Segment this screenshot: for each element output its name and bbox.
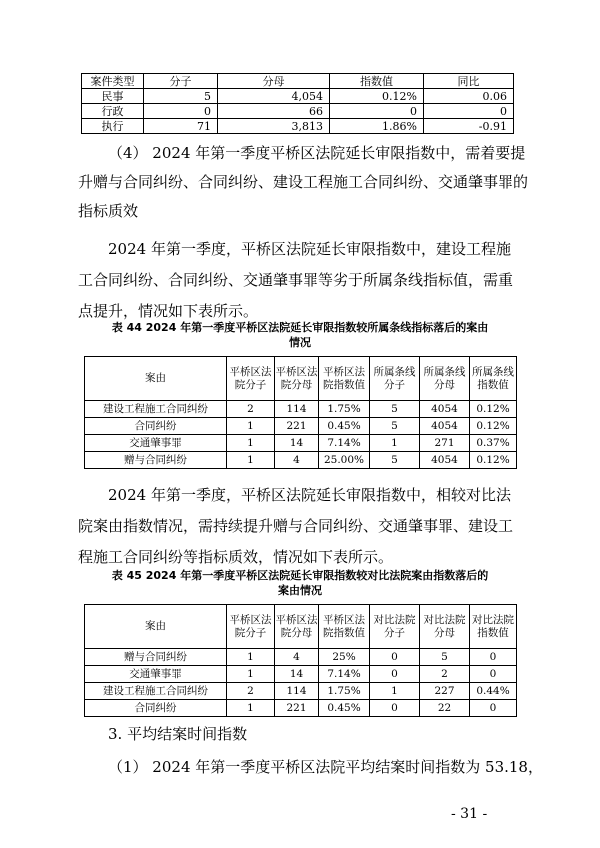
- table-header-cell: 案由: [85, 605, 227, 649]
- table-row: [85, 435, 517, 452]
- table-cell: 114: [275, 683, 319, 700]
- body-paragraph: 2024 年第一季度，平桥区法院延长审限指数中，相较对比法院案由指数情况，需持续提升赠与合同纠纷、交通肇事罪、建设工程施工合同纠纷等指标质效，情况如下表所示。: [78, 486, 514, 566]
- table-cell: 赠与合同纠纷: [85, 452, 227, 469]
- table-cell: 1: [227, 700, 275, 717]
- table-cell: 1: [370, 435, 420, 452]
- case-type-index-table: [81, 73, 514, 134]
- table-cell: 5: [144, 89, 218, 104]
- table-cell: 221: [275, 418, 319, 435]
- table-header-row: [85, 605, 517, 649]
- table-cell: 0.12%: [330, 89, 424, 104]
- table-cell: 3,813: [218, 119, 330, 134]
- table-header-cell: 平桥区法院指数值: [319, 357, 370, 401]
- table-cell: 25.00%: [319, 452, 370, 469]
- table-cell: 5: [420, 649, 470, 666]
- table-cell: 0: [470, 700, 517, 717]
- table-header-cell: 对比法院指数值: [470, 605, 517, 649]
- table-header-row: [85, 357, 517, 401]
- table-cell: 0.45%: [319, 700, 370, 717]
- table-row: [85, 401, 517, 418]
- table-cell: 0.12%: [470, 418, 517, 435]
- table-cell: 交通肇事罪: [85, 435, 227, 452]
- table-cell: 114: [275, 401, 319, 418]
- table-cell: 7.14%: [319, 435, 370, 452]
- table-row: [85, 649, 517, 666]
- table-cell: 0.06: [424, 89, 514, 104]
- caption-line: 案由情况: [278, 584, 322, 597]
- table-cell: 交通肇事罪: [85, 666, 227, 683]
- table-cell: 221: [275, 700, 319, 717]
- table-header-cell: 同比: [424, 74, 514, 89]
- table-header-cell: 平桥区法院分母: [275, 357, 319, 401]
- table-cell: 2: [227, 683, 275, 700]
- table-header-row: [82, 74, 514, 89]
- table-cell: 1.86%: [330, 119, 424, 134]
- table-cell: 4054: [420, 452, 470, 469]
- table-cell: 4,054: [218, 89, 330, 104]
- table-cell: 民事: [82, 89, 144, 104]
- table-row: [85, 452, 517, 469]
- table-cell: 建设工程施工合同纠纷: [85, 401, 227, 418]
- table-cell: 0: [330, 104, 424, 119]
- page-number: - 31 -: [451, 806, 488, 822]
- section-4-heading-line3: 指标质效: [78, 202, 139, 220]
- table-header-cell: 分子: [144, 74, 218, 89]
- table-cell: 0.44%: [470, 683, 517, 700]
- table-cell: 0: [424, 104, 514, 119]
- table-cell: -0.91: [424, 119, 514, 134]
- table-cell: 271: [420, 435, 470, 452]
- table-cell: 0: [470, 649, 517, 666]
- table-cell: 2: [420, 666, 470, 683]
- body-paragraph: 2024 年第一季度，平桥区法院延长审限指数中，建设工程施工合同纠纷、合同纠纷、交通肇事罪等劣于所属条线指标值，需重点提升，情况如下表所示。: [78, 240, 514, 320]
- table-cell: 22: [420, 700, 470, 717]
- table-cell: 71: [144, 119, 218, 134]
- table-header-cell: 分母: [218, 74, 330, 89]
- table-cell: 执行: [82, 119, 144, 134]
- caption-line: 表 44 2024 年第一季度平桥区法院延长审限指数较所属条线指标落后的案由: [111, 321, 489, 334]
- table-header-cell: 所属条线分子: [370, 357, 420, 401]
- table-cell: 1.75%: [319, 683, 370, 700]
- table-cell: 赠与合同纠纷: [85, 649, 227, 666]
- table-cell: 227: [420, 683, 470, 700]
- table-cell: 4054: [420, 401, 470, 418]
- table-row: [85, 666, 517, 683]
- table-cell: 4: [275, 452, 319, 469]
- section-4-heading-line1: （4） 2024 年第一季度平桥区法院延长审限指数中，需着要提: [108, 144, 526, 162]
- section-4-heading-line2: 升赠与合同纠纷、合同纠纷、建设工程施工合同纠纷、交通肇事罪的: [78, 173, 529, 191]
- table-cell: 2: [227, 401, 275, 418]
- caption-line: 表 45 2024 年第一季度平桥区法院延长审限指数较对比法院案由指数落后的: [111, 569, 489, 582]
- table-header-cell: 所属条线分母: [420, 357, 470, 401]
- table-cell: 建设工程施工合同纠纷: [85, 683, 227, 700]
- table-cell: 0.45%: [319, 418, 370, 435]
- table-cell: 14: [275, 666, 319, 683]
- table-cell: 0: [370, 649, 420, 666]
- table-cell: 4: [275, 649, 319, 666]
- table-cell: 0: [370, 700, 420, 717]
- table-row: [82, 89, 514, 104]
- table-header-cell: 指数值: [330, 74, 424, 89]
- table-header-cell: 平桥区法院指数值: [319, 605, 370, 649]
- table-45-caption: [78, 568, 522, 598]
- table-row: [85, 700, 517, 717]
- table-cell: 0.37%: [470, 435, 517, 452]
- table-cell: 1.75%: [319, 401, 370, 418]
- table-header-cell: 对比法院分母: [420, 605, 470, 649]
- table-cell: 14: [275, 435, 319, 452]
- table-cell: 1: [227, 435, 275, 452]
- table-cell: 合同纠纷: [85, 418, 227, 435]
- table-cell: 0.12%: [470, 452, 517, 469]
- table-header-cell: 所属条线指数值: [470, 357, 517, 401]
- table-cell: 1: [227, 666, 275, 683]
- table-cell: 7.14%: [319, 666, 370, 683]
- table-cell: 0.12%: [470, 401, 517, 418]
- table-cell: 行政: [82, 104, 144, 119]
- table-cell: 25%: [319, 649, 370, 666]
- table-45: [84, 604, 517, 717]
- table-row: [85, 418, 517, 435]
- caption-line: 情况: [289, 336, 311, 349]
- table-cell: 4054: [420, 418, 470, 435]
- table-cell: 0: [370, 666, 420, 683]
- body-paragraph-line: （1） 2024 年第一季度平桥区法院平均结案时间指数为 53.18，: [108, 758, 543, 776]
- table-cell: 66: [218, 104, 330, 119]
- table-cell: 1: [227, 649, 275, 666]
- table-header-cell: 案件类型: [82, 74, 144, 89]
- table-header-cell: 平桥区法院分母: [275, 605, 319, 649]
- table-cell: 1: [370, 683, 420, 700]
- table-cell: 合同纠纷: [85, 700, 227, 717]
- table-cell: 1: [227, 452, 275, 469]
- table-row: [85, 683, 517, 700]
- table-44-caption: [78, 320, 522, 350]
- table-cell: 5: [370, 418, 420, 435]
- table-row: [82, 104, 514, 119]
- table-cell: 5: [370, 401, 420, 418]
- table-cell: 0: [470, 666, 517, 683]
- table-header-cell: 案由: [85, 357, 227, 401]
- table-cell: 0: [144, 104, 218, 119]
- table-cell: 5: [370, 452, 420, 469]
- table-header-cell: 平桥区法院分子: [227, 605, 275, 649]
- section-heading-3: 3. 平均结案时间指数: [108, 725, 248, 743]
- table-cell: 1: [227, 418, 275, 435]
- table-row: [82, 119, 514, 134]
- table-44: [84, 356, 517, 469]
- table-header-cell: 平桥区法院分子: [227, 357, 275, 401]
- table-header-cell: 对比法院分子: [370, 605, 420, 649]
